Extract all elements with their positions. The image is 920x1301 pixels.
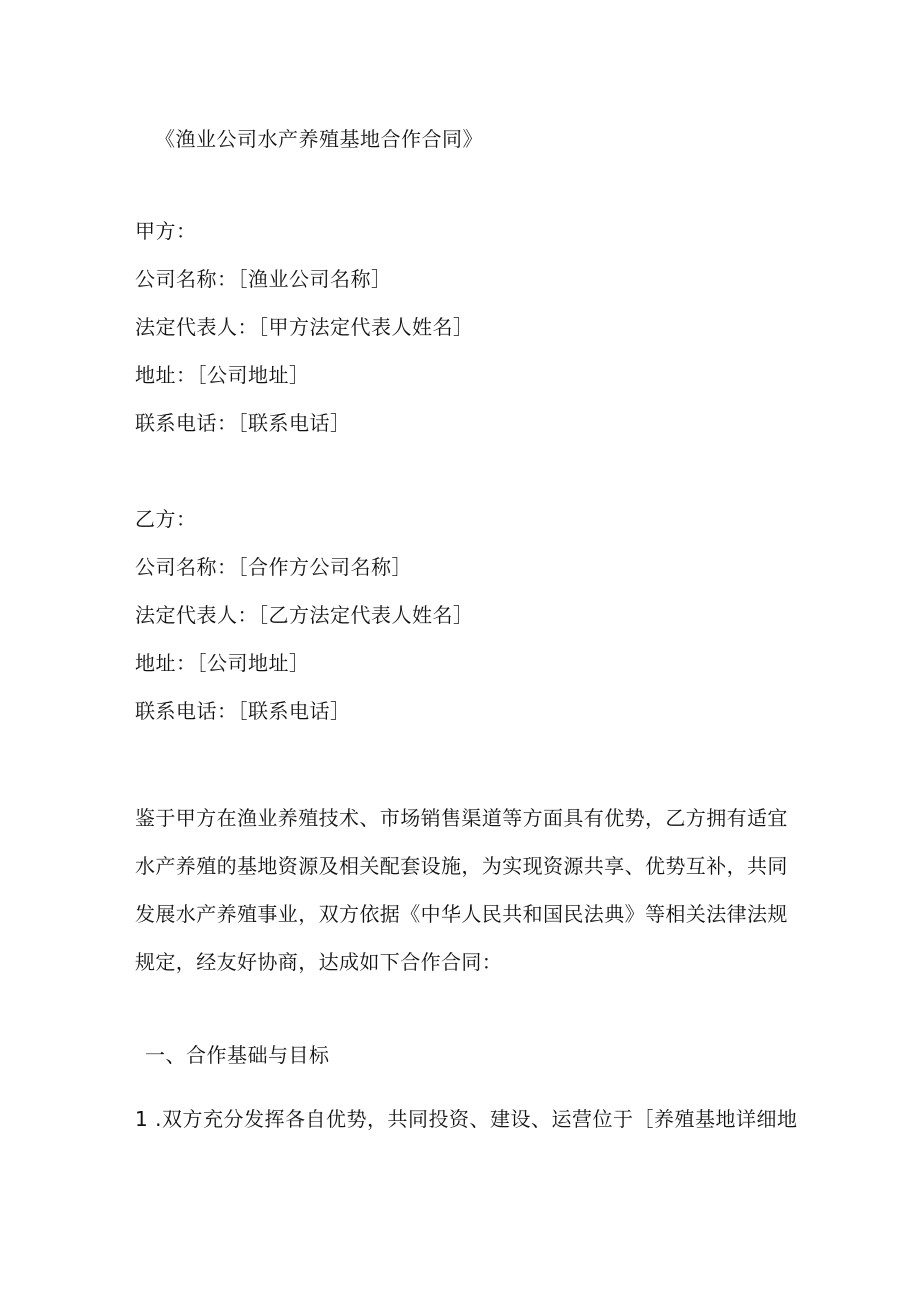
party-b-address: 地址：［公司地址］: [135, 651, 310, 675]
preamble-line: 发展水产养殖事业，双方依据《中华人民共和国民法典》等相关法律法规: [135, 902, 788, 926]
party-a-label: 甲方：: [135, 219, 197, 243]
clause-1: 1 .双方充分发挥各自优势，共同投资、建设、运营位于［养殖基地详细地: [135, 1107, 798, 1131]
party-b-phone: 联系电话：［联系电话］: [135, 699, 351, 723]
preamble-line: 鉴于甲方在渔业养殖技术、市场销售渠道等方面具有优势，乙方拥有适宜: [135, 806, 788, 830]
party-b-company-name: 公司名称：［合作方公司名称］: [135, 555, 412, 579]
party-a-company-name: 公司名称：［渔业公司名称］: [135, 267, 392, 291]
document-title: 《渔业公司水产养殖基地合作合同》: [155, 127, 483, 151]
preamble-line: 水产养殖的基地资源及相关配套设施，为实现资源共享、优势互补，共同: [135, 854, 788, 878]
party-a-address: 地址：［公司地址］: [135, 363, 310, 387]
party-a-legal-rep: 法定代表人：［甲方法定代表人姓名］: [135, 315, 474, 339]
section-heading: 一、合作基础与目标: [145, 1043, 330, 1067]
party-b-label: 乙方：: [135, 507, 197, 531]
preamble-line: 规定，经友好协商，达成如下合作合同：: [135, 950, 503, 974]
party-a-phone: 联系电话：［联系电话］: [135, 411, 351, 435]
preamble-paragraph: [135, 794, 795, 986]
party-b-legal-rep: 法定代表人：［乙方法定代表人姓名］: [135, 603, 474, 627]
